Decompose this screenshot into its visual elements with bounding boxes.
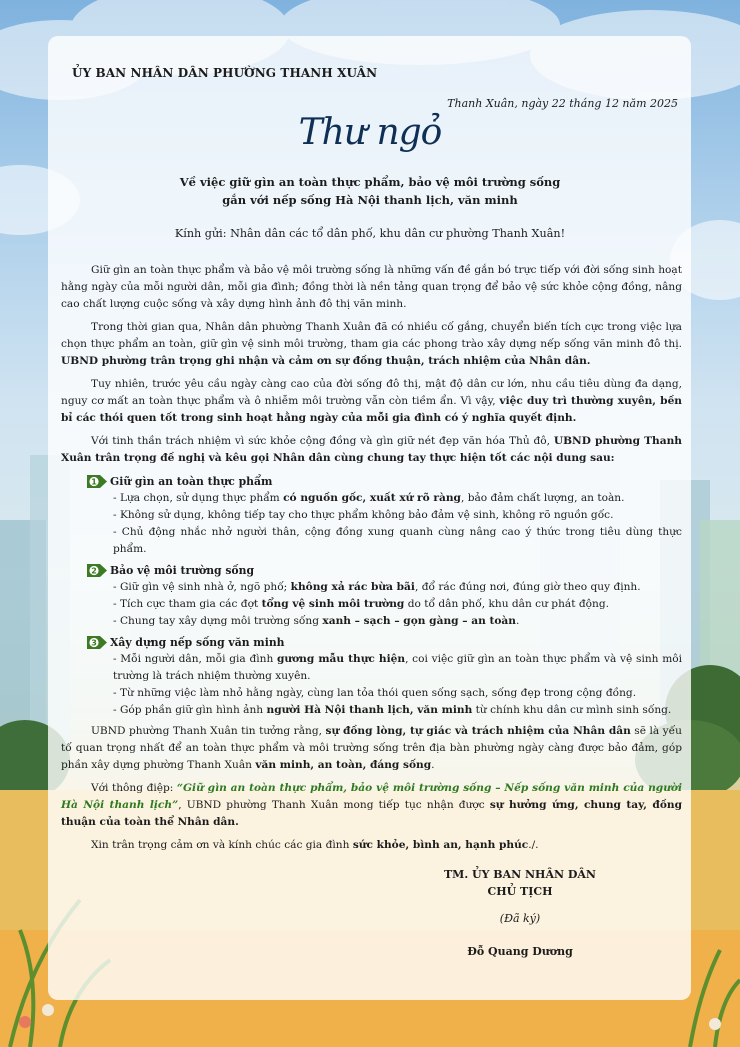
- letter-title: Thư ngỏ: [298, 112, 442, 153]
- subtitle-line-2: gắn với nếp sống Hà Nội thanh lịch, văn minh: [222, 193, 518, 207]
- list-item: - Lựa chọn, sử dụng thực phẩm có nguồn gốc, xuất xứ rõ ràng, bảo đảm chất lượng, an toàn.: [113, 492, 625, 504]
- organization-name: ỦY BAN NHÂN DÂN PHƯỜNG THANH XUÂN: [72, 66, 378, 80]
- signature-status: (Đã ký): [499, 912, 541, 925]
- section-title: Bảo vệ môi trường sống: [110, 564, 255, 577]
- paragraph-acknowledgement: Trong thời gian qua, Nhân dân phường Thanh Xuân đã có nhiều cố gắng, chuyển biến tích cực trong việc lựa chọn thực phẩm an toàn, giữ gìn vệ sinh môi trường, tham gia các phong trào xây dựng nếp sống văn minh đô thị. UBND phường trân trọng ghi nhận và cảm ơn sự đồng thuận, trách nhiệm của Nhân dân.: [61, 321, 682, 367]
- list-item: - Mỗi người dân, mỗi gia đình gương mẫu thực hiện, coi việc giữ gìn an toàn thực phẩm và vệ sinh môi trường là trách nhiệm thường xuyên.: [113, 653, 683, 682]
- signature-position: CHỦ TỊCH: [487, 885, 553, 898]
- section-title: Giữ gìn an toàn thực phẩm: [110, 475, 273, 488]
- list-item: - Không sử dụng, không tiếp tay cho thực phẩm không bảo đảm vệ sinh, không rõ nguồn gốc.: [113, 509, 614, 521]
- subtitle-line-1: Về việc giữ gìn an toàn thực phẩm, bảo vệ môi trường sống: [179, 175, 561, 189]
- letter-date: Thanh Xuân, ngày 22 tháng 12 năm 2025: [447, 97, 678, 110]
- number-badge-icon: [87, 636, 107, 649]
- svg-text:1: 1: [91, 477, 97, 487]
- list-item: - Chủ động nhắc nhở người thân, cộng đồng xung quanh cùng nâng cao ý thức trong tiêu dùng thực phẩm.: [113, 526, 682, 555]
- section-number-badge: [87, 475, 107, 488]
- letter-body: [61, 262, 682, 860]
- list-item: - Từ những việc làm nhỏ hằng ngày, cùng lan tỏa thói quen sống sạch, sống đẹp trong cộng đồng.: [113, 687, 637, 699]
- paragraph-confidence: UBND phường Thanh Xuân tin tưởng rằng, sự đồng lòng, tự giác và trách nhiệm của Nhân dân sẽ là yếu tố quan trọng nhất để an toàn thực phẩm và môi trường sống trên địa bàn phường ngày càng được bảo đảm, góp phần xây dựng phường Thanh Xuân văn minh, an toàn, đáng sống.: [61, 725, 682, 771]
- section-number-badge: [87, 564, 107, 577]
- section-civilized-lifestyle: [61, 634, 682, 719]
- greeting: Kính gửi: Nhân dân các tổ dân phố, khu dân cư phường Thanh Xuân!: [174, 227, 566, 240]
- paragraph-intro: Giữ gìn an toàn thực phẩm và bảo vệ môi trường sống là những vấn đề gắn bó trực tiếp với đời sống sinh hoạt hằng ngày của mỗi người dân, mỗi gia đình; đồng thời là nền tảng quan trọng để bảo vệ sức khỏe cộng đồng, nâng cao chất lượng cuộc sống và xây dựng hình ảnh đô thị văn minh.: [61, 264, 682, 310]
- svg-text:2: 2: [91, 566, 97, 576]
- paragraph-message: Với thông điệp: “Giữ gìn an toàn thực phẩm, bảo vệ môi trường sống – Nếp sống văn minh của người Hà Nội thanh lịch”, UBND phường Thanh Xuân mong tiếp tục nhận được sự hưởng ứng, chung tay, đồng thuận của toàn thể Nhân dân.: [61, 782, 683, 828]
- signature-org: TM. ỦY BAN NHÂN DÂN: [443, 868, 596, 881]
- list-item: - Góp phần giữ gìn hình ảnh người Hà Nội thanh lịch, văn minh từ chính khu dân cư mình sinh sống.: [113, 704, 672, 716]
- list-item: - Giữ gìn vệ sinh nhà ở, ngõ phố; không xả rác bừa bãi, đổ rác đúng nơi, đúng giờ theo quy định.: [113, 581, 641, 593]
- section-number-badge: [87, 636, 107, 649]
- slogan-quote: “Giữ gìn an toàn thực phẩm, bảo vệ môi trường sống – Nếp sống văn minh của người Hà Nội thanh lịch”: [61, 782, 682, 811]
- svg-text:3: 3: [91, 638, 97, 648]
- list-item: - Tích cực tham gia các đợt tổng vệ sinh môi trường do tổ dân phố, khu dân cư phát động.: [113, 598, 609, 610]
- section-environment: [61, 562, 682, 630]
- section-title: Xây dựng nếp sống văn minh: [110, 636, 285, 649]
- list-item: - Chung tay xây dựng môi trường sống xanh – sạch – gọn gàng – an toàn.: [113, 615, 520, 627]
- paragraph-call-to-action: Với tinh thần trách nhiệm vì sức khỏe cộng đồng và gìn giữ nét đẹp văn hóa Thủ đô, UBND phường Thanh Xuân trân trọng đề nghị và kêu gọi Nhân dân cùng chung tay thực hiện tốt các nội dung sau:: [61, 435, 682, 464]
- letter-subtitle: [0, 173, 740, 209]
- paragraph-concern: Tuy nhiên, trước yêu cầu ngày càng cao của đời sống đô thị, mật độ dân cư lớn, nhu cầu tiêu dùng đa dạng, nguy cơ mất an toàn thực phẩm và ô nhiễm môi trường vẫn còn tiềm ẩn. Vì vậy, việc duy trì thường xuyên, bền bỉ các thói quen tốt trong sinh hoạt hằng ngày của mỗi gia đình có ý nghĩa quyết định.: [61, 378, 683, 424]
- signature-block: [420, 866, 620, 958]
- number-badge-icon: [87, 475, 107, 488]
- number-badge-icon: [87, 564, 107, 577]
- section-food-safety: [61, 473, 682, 558]
- signatory-name: Đỗ Quang Dương: [467, 945, 573, 958]
- paragraph-closing: Xin trân trọng cảm ơn và kính chúc các gia đình sức khỏe, bình an, hạnh phúc./.: [91, 839, 539, 851]
